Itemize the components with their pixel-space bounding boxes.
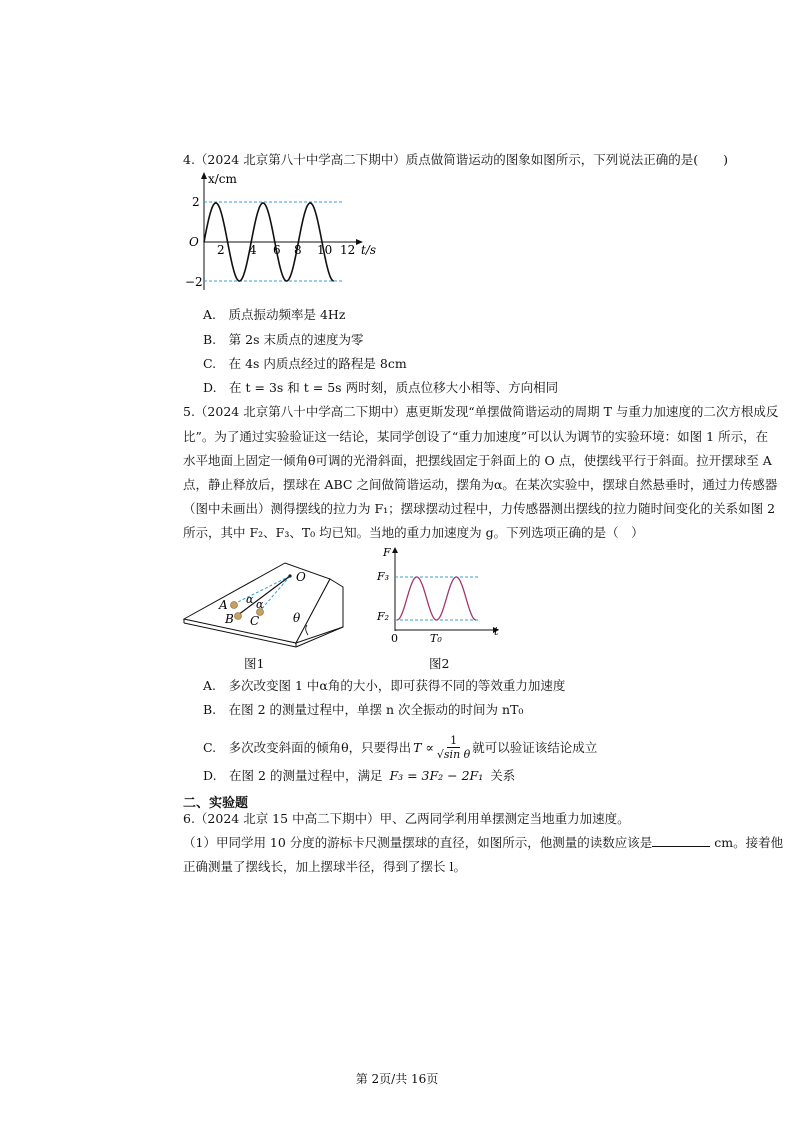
q5-figure-1-incline [180, 555, 360, 655]
q6-part1-text: （1）甲同学用 10 分度的游标卡尺测量摆球的直径，如图所示，他测量的读数应该是 [183, 835, 653, 850]
page-footer: 第 2页/共 16页 [355, 1072, 439, 1086]
section-heading: 二、实验题 [183, 796, 249, 811]
question-5-stem-line: 水平地面上固定一倾角θ可调的光滑斜面，把摆线固定于斜面上的 O 点，使摆线平行于斜面。拉开摆球至 A [183, 453, 772, 468]
fig2-label-f: F [383, 546, 391, 559]
q4-y-tick-top: 2 [192, 195, 200, 209]
q4-option-a: A. 质点振动频率是 4Hz [203, 307, 346, 322]
q4-displacement-graph [183, 170, 383, 295]
q4-origin-label: O [189, 235, 199, 249]
fig1-caption: 图1 [244, 656, 265, 671]
question-6-part-1 [183, 834, 783, 852]
q5-option-d-formula: F₃ = 3F₂ − 2F₁ [389, 768, 484, 783]
formula-numerator: 1 [447, 734, 460, 748]
question-5-stem-line: （图中未画出）测得摆线的拉力为 F₁；摆球摆动过程中，力传感器测出摆线的拉力随时间变化的关系如图 2 [183, 501, 776, 516]
q5-option-d-text: D. 在图 2 的测量过程中，满足 [203, 768, 383, 783]
q5-option-c-formula [413, 734, 470, 761]
answer-blank[interactable] [652, 834, 710, 847]
q4-y-axis-label: x/cm [208, 172, 237, 186]
q5-option-c [203, 734, 597, 761]
q4-option-d: D. 在 t = 3s 和 t = 5s 两时刻，质点位移大小相等、方向相同 [203, 380, 559, 395]
question-5-stem-line: 所示，其中 F₂、F₃、T₀ 均已知。当地的重力加速度为 g。下列选项正确的是（ ） [183, 525, 644, 540]
fig1-label-alpha: α [256, 598, 264, 611]
question-5-stem-line: 点，静止释放后，摆球在 ABC 之间做简谐运动，摆角为α。在某次实验中，摆球自然悬垂时，通过力传感器 [183, 477, 778, 492]
question-5-stem-line: 比”。为了通过实验验证这一结论，某同学创设了“重力加速度”可以认为调节的实验环境：如图 1 所示，在 [183, 429, 769, 444]
fig2-label-t0: T₀ [430, 632, 442, 645]
q5-option-c-text: C. 多次改变斜面的倾角θ，只要得出 [203, 739, 412, 755]
q4-x-tick: 10 [317, 243, 333, 257]
question-5-stem-line: 5.（2024 北京第八十中学高二下期中）惠更斯发现“单摆做简谐运动的周期 T 与重力加速度的二次方根成反 [183, 404, 779, 419]
q5-figure-2-tension-graph [370, 543, 505, 648]
fig1-label-o: O [296, 570, 306, 584]
q5-option-b: B. 在图 2 的测量过程中，单摆 n 次全振动的时间为 nT₀ [203, 702, 524, 717]
q4-x-tick: 8 [294, 243, 302, 257]
q4-x-axis-label: t/s [361, 243, 377, 257]
fig2-label-f2: F₂ [377, 610, 390, 623]
q5-option-d [203, 767, 515, 785]
formula-denominator: √sin θ [436, 748, 471, 761]
q5-option-d-text-end: 关系 [490, 768, 516, 783]
fig1-label-c: C [250, 614, 260, 628]
fig2-label-f3: F₃ [377, 570, 390, 583]
q4-option-b: B. 第 2s 末质点的速度为零 [203, 332, 364, 347]
formula-fraction [437, 734, 470, 761]
q4-x-tick: 12 [340, 243, 356, 257]
fig2-tension-curve [397, 577, 476, 620]
question-6-part-1-line2: 正确测量了摆线长，加上摆球半径，得到了摆长 l。 [183, 859, 466, 874]
formula-lhs: T ∝ [413, 739, 434, 755]
q4-option-c: C. 在 4s 内质点经过的路程是 8cm [203, 356, 407, 371]
fig2-label-t: t [494, 625, 499, 638]
fig2-caption: 图2 [429, 656, 450, 671]
question-4-stem: 4.（2024 北京第八十中学高二下期中）质点做简谐运动的图象如图所示，下列说法正确的是( ) [183, 152, 728, 167]
fig1-label-b: B [225, 612, 234, 626]
q4-x-tick: 2 [217, 243, 225, 257]
q5-option-c-text-end: 就可以验证该结论成立 [472, 739, 598, 755]
q4-x-tick: 6 [273, 243, 281, 257]
q4-y-tick-bottom: −2 [185, 275, 203, 289]
question-6-stem: 6.（2024 北京 15 中高二下期中）甲、乙两同学利用单摆测定当地重力加速度。 [183, 811, 630, 826]
fig1-label-alpha: α [246, 593, 254, 606]
q5-option-a: A. 多次改变图 1 中α角的大小，即可获得不同的等效重力加速度 [203, 678, 566, 693]
fig1-label-a: A [219, 598, 228, 612]
fig1-label-theta: θ [293, 611, 301, 625]
q4-x-tick: 4 [249, 243, 257, 257]
q6-part1-unit: cm。接着他 [714, 835, 784, 850]
fig2-label-origin: 0 [391, 632, 398, 645]
